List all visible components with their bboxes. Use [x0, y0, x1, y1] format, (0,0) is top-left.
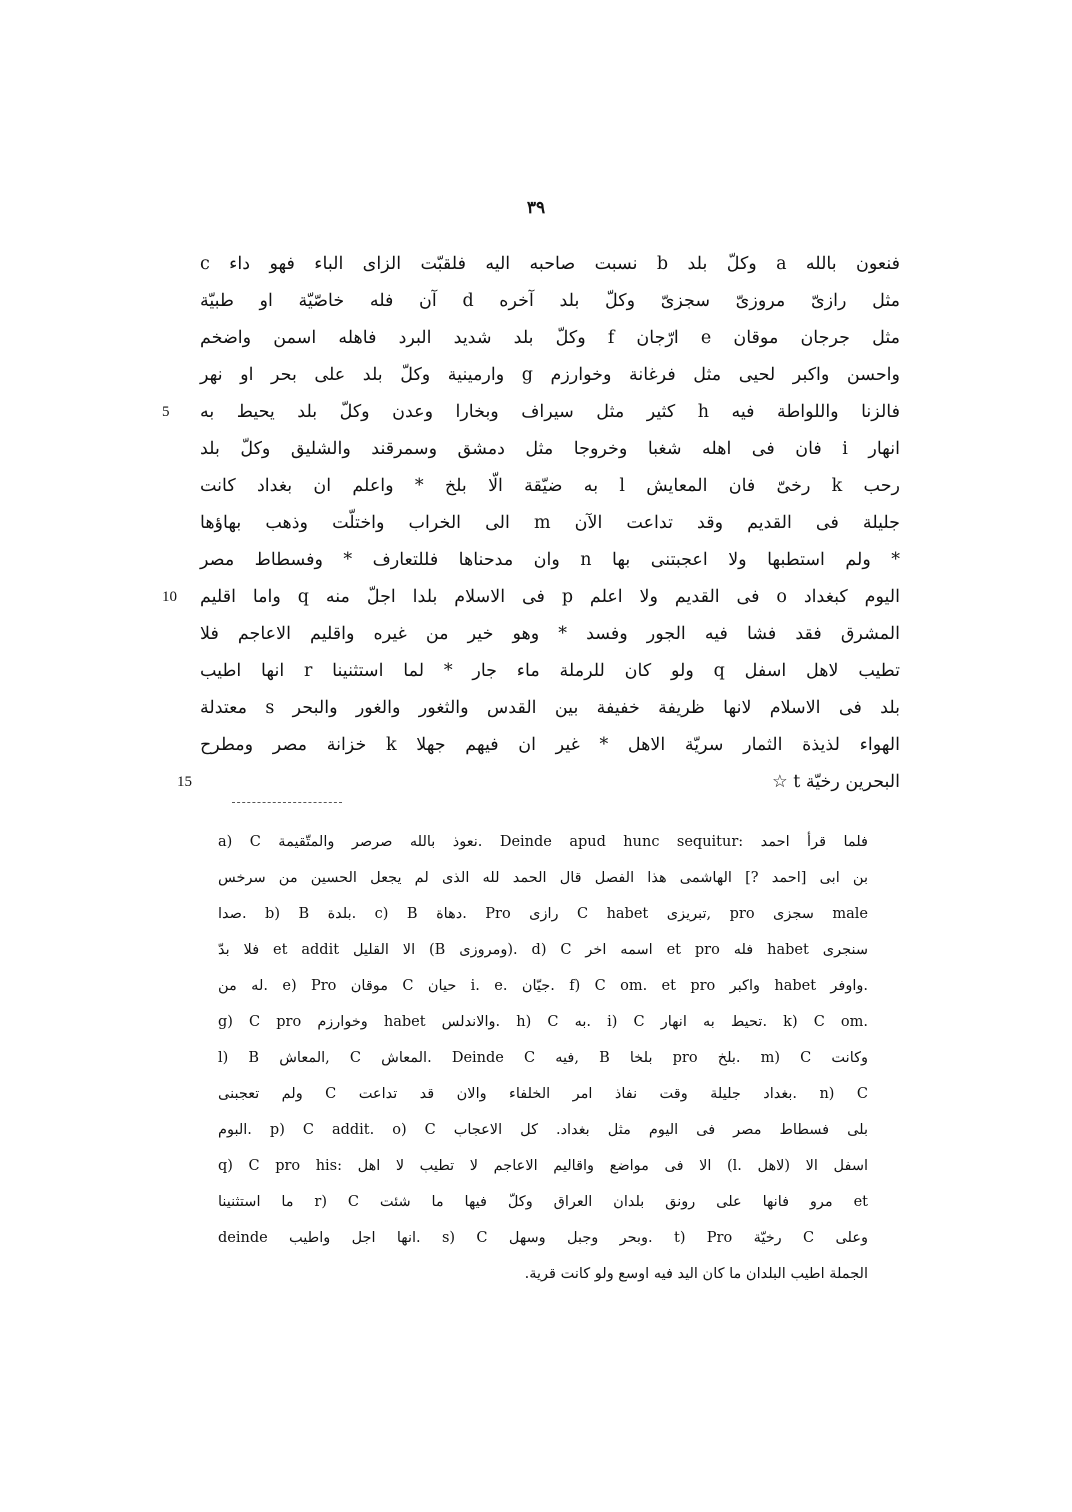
- footnote-line: deinde انها اجل واطيب. s) C وبحر وجبل وسهل. t) Pro رخيّة C وعلى: [218, 1230, 868, 1246]
- text-line: [200, 431, 900, 468]
- line-text: انهار i فان فى اهله شغبا وخروجا مثل دمشق وسمرقند والشليق وكلّ بلد: [200, 439, 900, 459]
- footnote-line: فلا بدّ et addit الا القليل (B ومروزى). d) C اسمه اخر et pro فله habet سنجرى: [218, 942, 868, 958]
- text-line: [200, 320, 900, 357]
- line-text: مثل جرجان موقان e ارّجان f وكلّ بلد شديد البرد فاهله اسمن واضخم: [200, 328, 900, 348]
- text-line: [200, 727, 900, 764]
- line-number: 15: [177, 774, 192, 790]
- line-text: اليوم كبغداد o فى القديم ولا اعلم p فى الاسلام بلدا اجلّ منه q واما اقليم: [200, 587, 901, 607]
- footnote-line: بن ابى [احمد ?] الهاشمى هذا الفصل قال الحمد لله الذى لم يجعل الحسين من سرخس: [218, 870, 868, 886]
- line-text: واحسن واكبر لحيى مثل فرغانة وخوارزم g وارمينية وكلّ بلد على بحر او نهر: [200, 365, 900, 385]
- text-line: [200, 690, 900, 727]
- footnote-line: ولم تعجبنى C بغداد جليلة وقت نفاذ امر الخلفاء والان قد تداعت. n) C: [218, 1086, 868, 1102]
- footnote-line: l) B المعاش, C المعاش. Deinde C فيه, B بلخا pro بلخ. m) C وكانت: [218, 1050, 869, 1066]
- line-text: الهواء لذيذة الثمار سريّة الاهل * غير ان فيهم جهلا k خزانة مصر ومطرح: [200, 735, 900, 755]
- footnote-line: له من. e) Pro موقان C حيان i. e. جيّان. f) C om. et pro واكبر habet واوفر.: [218, 978, 868, 994]
- main-text-body: [162, 246, 901, 801]
- text-line: [200, 616, 900, 653]
- line-text: المشرق فقد فشا فيه الجور وفسد * وهو خير من غيره واقليم الاعاجم فلا: [200, 624, 900, 644]
- text-line: [162, 394, 900, 431]
- line-text: مثل رازىّ مروزىّ سجزىّ وكلّ بلد آخره d آن فله خاصّيّة او طبيّة: [200, 291, 900, 311]
- footnotes-section: [218, 824, 868, 1292]
- line-text: جليلة فى القديم وقد تداعت الآن m الى الخراب واختلّت وذهب بهاؤها: [200, 513, 900, 533]
- footnote-line: g) C pro وخوارزم habet والاندلس. h) C به. i) C تحيط به انهار. k) C om.: [218, 1014, 868, 1030]
- line-number: 5: [162, 404, 170, 420]
- text-line: [200, 357, 900, 394]
- text-line: [200, 653, 900, 690]
- line-text: بلد فى الاسلام لانها ظريفة خفيفة بين القدس والثغور والغور والبحر s معتدلة: [200, 698, 900, 718]
- line-text: رحب k رخىّ فان المعايش l به ضيّقة الّا بلخ * واعلم ان بغداد كانت: [200, 476, 900, 496]
- footnote-line: a) C نعوذ بالله صرصر والمتّقيمة. Deinde apud hunc sequitur: فلما قرأ احمد: [218, 834, 868, 850]
- text-line: [200, 468, 900, 505]
- line-text: تطيب لاهل اسفل q ولو كان للرملة ماء جار * لما استثنينا r انها اطيب: [200, 661, 901, 681]
- footnote-line: ما استثنينا r) C مرو فانها على رونق بلدان العراق وكلّ فيها ما شئت et: [218, 1194, 868, 1210]
- text-line: [200, 246, 900, 283]
- text-line: [200, 542, 900, 579]
- text-line: [200, 505, 900, 542]
- line-text: فالزنا واللواطة فيه h كثير مثل سيراف وبخارا وعدن وكلّ بلد يحيط به: [200, 402, 900, 422]
- line-text: فنعون بالله a وكلّ بلد b نسبت صاحبه اليه فلقبّت الزاى الباء فهو داء c: [200, 254, 900, 274]
- text-line: [162, 579, 901, 616]
- line-text: البحرين رخيّة t ☆: [772, 772, 900, 792]
- footnote-line: الجملة اطيب البلدان ما كان اليد فيه اوسع ولو كانت قرية.: [524, 1266, 868, 1282]
- footnote-divider: [232, 802, 342, 803]
- line-text: * ولم استطبها ولا اعجبتنى بها n وان مدحناها فللتعارف * وفسطاط مصر: [200, 550, 900, 570]
- page-number: ٣٩: [526, 198, 546, 218]
- text-line: [177, 764, 900, 801]
- footnote-line: البوم. p) C addit. o) C بلى فسطاط مصر فى اليوم مثل بغداد. كل الاعجاب: [218, 1122, 869, 1138]
- line-number: 10: [162, 589, 177, 605]
- footnote-line: q) C pro his: الا فى مواضع واقاليم الاعاجم لا تطيب لا اهل (l. لاهل) اسفل الا: [218, 1158, 868, 1174]
- text-line: [200, 283, 900, 320]
- footnote-line: صدا. b) B بلدة. c) B دهاة. Pro رازى C habet تبريزى, pro سجزى male: [218, 906, 868, 922]
